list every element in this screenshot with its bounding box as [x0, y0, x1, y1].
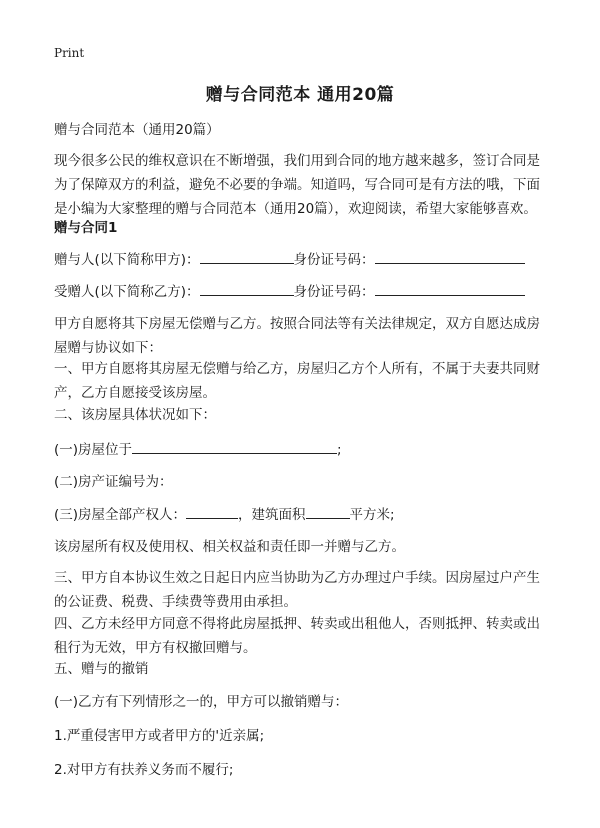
donor-name-blank: [200, 249, 294, 264]
donee-name-blank: [200, 281, 294, 296]
intro-paragraph: 现今很多公民的维权意识在不断增强，我们用到合同的地方越来越多，签订合同是为了保障双方的利益，避免不必要的争端。知道吗，写合同可是有方法的哦，下面是小编为大家整理的赠与合同范本（通用20篇），欢迎阅读，希望大家能够喜欢。: [54, 153, 540, 217]
item-3-mid: ，建筑面积: [238, 507, 306, 523]
donor-id-blank: [375, 249, 525, 264]
item-3-owner: [54, 503, 548, 527]
revoke-item-1: 1.严重侵害甲方或者甲方的'近亲属;: [54, 728, 265, 744]
donee-id-blank: [375, 281, 525, 296]
revoke-intro: (一)乙方有下列情形之一的，甲方可以撤销赠与：: [54, 694, 349, 710]
donor-line: [54, 248, 548, 272]
document-subtitle: 赠与合同范本（通用20篇）: [54, 122, 220, 138]
donor-id-label: 身份证号码：: [293, 252, 375, 268]
item-1-end: ;: [337, 442, 342, 458]
donee-label: 受赠人(以下简称乙方)：: [54, 284, 200, 300]
clause-5: 五、赠与的撤销: [54, 661, 149, 677]
donee-id-label: 身份证号码：: [293, 284, 375, 300]
donee-line: [54, 280, 548, 304]
document-title: 赠与合同范本 通用20篇: [205, 85, 395, 105]
donor-label: 赠与人(以下简称甲方)：: [54, 252, 200, 268]
clause-3: 三、甲方自本协议生效之日起日内应当协助为乙方办理过户手续。因房屋过户产生的公证费、税费、手续费等费用由承担。: [54, 570, 540, 610]
item-2-cert: (二)房产证编号为：: [54, 474, 173, 490]
print-link[interactable]: Print: [54, 46, 85, 60]
rights-paragraph: 该房屋所有权及使用权、相关权益和责任即一并赠与乙方。: [54, 539, 405, 555]
item-1-label: (一)房屋位于: [54, 442, 133, 458]
item-1-location: [54, 438, 548, 462]
agreement-intro: 甲方自愿将其下房屋无偿赠与乙方。按照合同法等有关法律规定，双方自愿达成房屋赠与协议如下：: [54, 316, 540, 356]
item-3-unit: 平方米;: [349, 507, 395, 523]
location-blank: [132, 439, 337, 454]
clause-4: 四、乙方未经甲方同意不得将此房屋抵押、转卖或出租他人，否则抵押、转卖或出租行为无效，甲方有权撤回赠与。: [54, 616, 540, 656]
area-blank: [306, 504, 350, 519]
clause-2: 二、该房屋具体状况如下：: [54, 407, 216, 423]
section-heading: 赠与合同1: [54, 220, 118, 236]
item-3-label: (三)房屋全部产权人：: [54, 507, 187, 523]
owner-blank: [186, 504, 238, 519]
revoke-item-2: 2.对甲方有扶养义务而不履行;: [54, 762, 234, 778]
clause-1: 一、甲方自愿将其房屋无偿赠与给乙方，房屋归乙方个人所有，不属于夫妻共同财产，乙方自愿接受该房屋。: [54, 361, 540, 401]
